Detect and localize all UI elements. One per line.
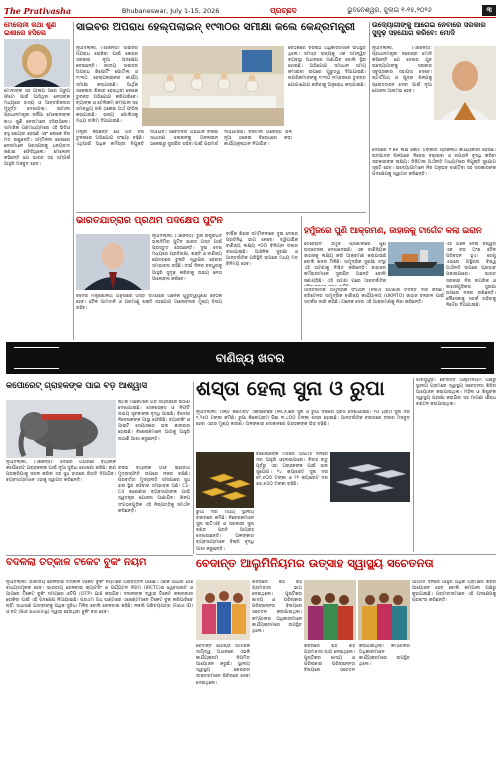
vedanta-headline: ବେଦାନ୍ତ ଆଲୁମିନିୟମର ଉତ୍ସାହ ସ୍ୱାସ୍ଥ୍ୟ ସଚେତନତା <box>196 557 434 570</box>
gold-bars-icon <box>196 452 254 508</box>
silver-bars-icon <box>330 452 410 502</box>
putin-body-2: ବିଦେଶ ମନ୍ତ୍ରଣାଳୟ ଅନୁସାରେ ଗସ୍ତ ସମୟରେ ଅନେକ ଗୁରୁତ୍ୱପୂର୍ଣ୍ଣ ବୈଠକ ହେବ। ତୈଳ ଆମଦାନି ଓ ପରମାଣୁ ଶକ୍ତି ସହଯୋଗ ଆଲୋଚନାର ମୁଖ୍ୟ ବିଷୟ ରହିବ। <box>76 294 222 312</box>
market-body-2: ଷ୍ଟକ୍ ମାର୍କେଟରେ ଗତ ସପ୍ତାହରେ ଉଠାଣି ଦେଖାଯାଇଛି। ସେନସେକ୍ସ ଓ ନିଫ୍ଟି ଉଭୟ ସୂଚକାଙ୍କ ବୃଦ୍ଧି ପାଇଛି। ବିଦେଶୀ ନିବେଶକଙ୍କ ଆସ୍ଥା ଫେରିଛି। ବ୍ୟାଙ୍କିଂ ଓ ଆଇଟି ସେୟାରରେ ଭଲ କାରବାର ହୋଇଛି। ବିଶେଷଜ୍ଞମାନେ ଆଗକୁ ଆହୁରି ଉଠାଣି ଆଶା କରୁଛନ୍ତି। <box>118 400 190 442</box>
business-news-title: ବାଣିଜ୍ୟ ଖବର <box>215 350 285 365</box>
putin-body-3: ବାର୍ଷିକ ଶିଖର ସମ୍ମିଳନୀରେ ଦୁଇ ଦେଶର ପ୍ରତିନିଧି ଭାଗ ନେବେ। ଦ୍ୱିପାକ୍ଷିକ ବାଣିଜ୍ୟ ଲକ୍ଷ୍ୟ ୧୦୦ ବିଲିୟନ ଡଲାର ରଖାଯାଇଛି। ଆଞ୍ଚଳିକ ସୁରକ୍ଷା ଓ ଆନ୍ତର୍ଜାତିକ ପରିସ୍ଥିତି ଉପରେ ମଧ୍ୟ ମତ ବିନିମୟ ହେବ। <box>226 232 298 268</box>
vedanta-body-3: ବେଦାନ୍ତ ଗୋଷ୍ଠୀ ସାମାଜିକ ଦାୟିତ୍ୱ ଅଧୀନରେ ଏଭଳି କାର୍ଯ୍ୟକ୍ରମ ନିୟମିତ ଆୟୋଜନ କରୁଛି। ସ୍ଥାନୀୟ ସ୍ୱାସ୍ଥ୍ୟ କେନ୍ଦ୍ରର ଡାକ୍ତରମାନେ ଶିବିରରେ ସେବା ଦେଇଥିଲେ। <box>196 644 250 686</box>
rail-headline-box <box>6 558 193 578</box>
putin-col-3 <box>226 216 298 340</box>
hormuz-headline: ହର୍ମୁଜରେ ପୁଣି ଆକ୍ରମଣ, ଜାହାଜକୁ ଟାର୍ଗେଟ କଲା ଇରାନ <box>304 226 482 235</box>
vedanta-col-c <box>196 644 250 754</box>
crowd-icon <box>304 580 356 640</box>
gold-headline: ଶସ୍ତା ହେଲା ସୁନା ଓ ରୁପା <box>196 378 385 400</box>
meloni-body: ମୋଦୀଙ୍କ ସହ ଆଳାପ ପରେ ଗ୍ରୁପ୍ ଫଟୋ ପାଇଁ ଆସିଥିବା ନେତାଙ୍କ ମଧ୍ୟରେ ହାସ୍ୟ ଓ ଆନ୍ତରିକତାର ମୁହୂର୍ତ୍ତ ଦେଖାଗଲା। ଇଟାଲୀ ପ୍ରଧାନମନ୍ତ୍ରୀ ଜର୍ଜିଆ ମେଲୋନୀଙ୍କ କଥା ଶୁଣି ନେତାମାନେ ହସିଉଠିଲେ। ସାମାଜିକ ଗଣମାଧ୍ୟମରେ ଏହି ଭିଡିଓ ବହୁ ଶେୟାର ହେଉଛି ଏବଂ ଲୋକେ ନିଜ ମତ ରଖୁଛନ୍ତି। ସମ୍ମିଳନୀ ଶେଷରେ ନେତାମାନେ ପରସ୍ପରକୁ ଧନ୍ୟବାଦ ଜଣାଇ ଫେରିଥିଲେ। ମେଲୋନୀ କହିଛନ୍ତି ଯେ ଭାରତ ସହ ସମ୍ପର୍କ ଆହୁରି ମଜବୁତ ହେବ। <box>4 89 70 168</box>
modi-portrait-icon <box>434 46 496 120</box>
gold-headline-box <box>196 378 410 408</box>
vedanta-headline-box <box>196 557 496 577</box>
women-group-icon <box>358 580 410 640</box>
modi-col-1 <box>372 46 432 146</box>
rail-body: ନୂଆଦିଲ୍ଲୀ: ଭାରତୀୟ ରେଳବାଇ ତତ୍କାଳ ଟିକେଟ ବୁକିଂ ନିୟମରେ ପରିବର୍ତ୍ତନ ଆଣିଛି। ଏଣିକି ଆଧାର ଯାଞ୍ଚ ବାଧ୍ୟତାମୂଳକ ହେବ। ଭାରତୀୟ ରେଳବାଇ କ୍ୟାଟରିଂ ଓ ପର୍ଯ୍ୟଟନ ନିଗମ (IRCTC)ର ୱେବସାଇଟ ଓ ଆପରେ ଟିକେଟ ବୁକିଂ ସମୟରେ ଓଟିପି (OTP) ଯାଞ୍ଚ କରାଯିବ। ଦଲାଲଙ୍କ ଦ୍ୱାରା ଟିକେଟ କଳାବଜାରୀ ରୋକିବା ପାଇଁ ଏହି ପଦକ୍ଷେପ ନିଆଯାଇଛି। ପ୍ରଥମ ଅଧ ଘଣ୍ଟାରେ ଏଜେଣ୍ଟମାନେ ଟିକେଟ ବୁକ୍ କରିପାରିବେ ନାହିଁ। ସାଧାରଣ ଯାତ୍ରୀଙ୍କୁ ଅଧିକ ସୁବିଧା ମିଳିବ ବୋଲି ରେଳବାଇ କହିଛି। ନକଲି ପରିଚୟପତ୍ର (Fake ID) ଓ ବଟ୍ (Bot booking) ଦ୍ୱାରା ହେଉଥିବା ବୁକିଂ ବନ୍ଦ ହେବ। <box>6 580 193 616</box>
silver-bars-photo <box>330 452 410 502</box>
cyber-headline-box <box>76 22 366 44</box>
hormuz-body-3: ଏହି ଅଞ୍ଚଳ ଦେଇ ବିଶ୍ୱର ଏକ ବଡ଼ ଅଂଶ ତୈଳ ପରିବହନ ହୁଏ। ତେଣୁ ଏଠାରେ ଅସ୍ଥିରତା ବିଶ୍ୱ ଅର୍ଥନୀତି ଉପରେ ପ୍ରଭାବ ପକାଇପାରେ। ଭାରତ ସରକାର ନିଜ ନାଗରିକ ଓ ଜାହାଜଗୁଡ଼ିକର ସୁରକ୍ଷା ଉପରେ ନଜର ରଖିଛନ୍ତି। ନୌସେନାକୁ ସତର୍କ ରହିବାକୁ ନିର୍ଦ୍ଦେଶ ଦିଆଯାଇଛି। <box>446 242 496 308</box>
rail-headline: ବଦଳିଲା ତତ୍କାଳ ଟିକେଟ ବୁକିଂ ନିୟମ <box>6 558 147 568</box>
putin-headline: ଭାରତଯାତ୍ରାର ପ୍ରଥମ ପଦକ୍ଷେପ ପୁଟିନ <box>76 216 223 226</box>
market-photo <box>6 400 116 458</box>
vedanta-body-2: ଶିବିରରେ ଶହ ଶହ ଗ୍ରାମବାସୀ ଭାଗ ନେଇଥିଲେ। ପୁଷ୍ଟିକର ଖାଦ୍ୟ ଓ ପରିଷ୍କାର ପରିଚ୍ଛନ୍ନତା ବିଷୟରେ ସଚେତନ କରାଯାଇଥିଲା। କମ୍ପାନୀର ଅଧିକାରୀମାନେ କାର୍ଯ୍ୟକ୍ରମରେ ଉପସ୍ଥିତ ଥିଲେ। <box>252 580 302 634</box>
cyber-body-1: ନୂଆଦିଲ୍ଲୀ, (ଏଜେନ୍ସି): ସାଇବର ଅପରାଧ ରୋକିବା ପାଇଁ କେନ୍ଦ୍ର ସରକାର ନୂଆ ପଦକ୍ଷେପ ନେଉଛନ୍ତି। ଜାତୀୟ ସାଇବର ଅପରାଧ ରିପୋର୍ଟିଂ ପୋର୍ଟାଲ ଓ ୧୯୩୦ ହେଲ୍ପଲାଇନର କାର୍ଯ୍ୟ ସମୀକ୍ଷା କରାଯାଇଛି। ଆର୍ଥିକ ଠକେଇର ଶିକାର ହେଉଥିବା ଲୋକେ ତୁରନ୍ତ ଅଭିଯୋଗ କରିପାରିବେ। ବ୍ୟାଙ୍କ ଓ ଟେଲିକମ୍ କମ୍ପାନୀ ସହ ସମନ୍ୱୟ ରଖି ଠକେଇ ଅର୍ଥ ଫ୍ରିଜ୍ କରାଯାଉଛି। ରାଜ୍ୟ ପୋଲିସକୁ ମଧ୍ୟ ତାଲିମ ଦିଆଯାଉଛି। <box>76 46 138 125</box>
section-rule <box>6 555 193 556</box>
market-headline-box <box>6 382 190 398</box>
meeting-room-icon <box>142 46 284 126</box>
putin-body-1: ନୂଆଦିଲ୍ଲୀ, (ଏଜେନ୍ସି): ରୁଷ ରାଷ୍ଟ୍ରପତି ଭ୍ଲାଦିମିର ପୁଟିନ ଭାରତ ଗସ୍ତ ପାଇଁ ପ୍ରସ୍ତୁତ ହେଉଛନ୍ତି। ଦୁଇ ଦେଶ ମଧ୍ୟରେ ପ୍ରତିରକ୍ଷା, ଶକ୍ତି ଓ ବାଣିଜ୍ୟ କ୍ଷେତ୍ରରେ ଚୁକ୍ତି ସ୍ୱାକ୍ଷର ହେବାର ସମ୍ଭାବନା ରହିଛି। ଦୀର୍ଘ ଦିନର ବନ୍ଧୁତାକୁ ଆହୁରି ସୁଦୃଢ଼ କରିବାକୁ ଉଭୟ ନେତା ଆଲୋଚନା କରିବେ। <box>152 234 222 282</box>
market-headline: କର୍ପୋରେଟ୍ ଗ୍ରାହକଙ୍କ ପାଇଁ ବଡ଼ ଆଶ୍ୱାସି <box>6 382 148 391</box>
column-rule <box>193 382 194 554</box>
meloni-headline: ମେଲୋନୀ କଥା ଶୁଣି ଇଶାରେ ହସିଲେ <box>4 22 57 37</box>
market-col-1 <box>6 460 116 552</box>
newspaper-logo: The Prativasha <box>4 5 72 16</box>
column-rule <box>413 378 414 552</box>
cyber-body-2: ମନ୍ତ୍ରୀ କହିଛନ୍ତି ଯେ ଗତ ବର୍ଷ ତୁଳନାରେ ଅଭିଯୋଗ ସଂଖ୍ୟା ବଢ଼ିଛି। ଏଥିପାଇଁ ଅଧିକ କର୍ମଚାରୀ ନିଯୁକ୍ତି ଦିଆଯିବ। ସଚେତନତା ଅଭିଯାନ ଚଳାଇ ସାଧାରଣ ଲୋକଙ୍କୁ ଅନଲାଇନ ଠକେଇରୁ ସୁରକ୍ଷିତ ରହିବା ପାଇଁ ପରାମର୍ଶ ଦିଆଯାଉଛି। ଡିଜିଟାଲ ଅରେଷ୍ଟ ଭଳି ନୂଆ ଠକେଇ ବିରୋଧରେ କଡ଼ା କାର୍ଯ୍ୟାନୁଷ୍ଠାନ ନିଆଯିବ। <box>76 130 292 148</box>
gold-bars-photo <box>196 452 254 508</box>
business-news-banner <box>6 342 494 374</box>
gold-body-3: ରୁପା ଦର ମଧ୍ୟ ସ୍ଥାନୀୟ ବଜାରରେ କମିଛି। ନିବେଶକମାନେ ସୁନା ଇଟିଏଫ୍ ଓ ସରକାରୀ ସୁନା ବଣ୍ଡ ପ୍ରତି ଆଗ୍ରହ ଦେଖାଉଛନ୍ତି। ଅଳଙ୍କାର ବ୍ୟବସାୟୀମାନେ ବିକ୍ରି ବୃଦ୍ଧି ଆଶା କରୁଛନ୍ତି। <box>196 510 254 552</box>
vedanta-body-4: ଆଗାମୀ ଦିନରେ ଆହୁରି ଅଧିକ ଗ୍ରାମରେ ଶିବିର ଆୟୋଜନ ହେବ ବୋଲି କମ୍ପାନୀ ପକ୍ଷରୁ କୁହାଯାଇଛି। ଗ୍ରାମବାସୀମାନେ ଏହି ପଦକ୍ଷେପକୁ ପ୍ରଶଂସା କରିଛନ୍ତି। <box>412 580 496 604</box>
putin-portrait-icon <box>76 234 150 290</box>
modi-headline-box <box>372 22 496 44</box>
masthead <box>4 4 496 18</box>
group-photo-icon <box>196 580 250 640</box>
cyber-col-1 <box>76 46 138 128</box>
putin-col-2 <box>152 234 222 294</box>
market-body-3: ରିଜର୍ଭ ବ୍ୟାଙ୍କ ଅଫ୍ ଇଣ୍ଡିଆ ମୁଦ୍ରାସ୍ଫୀତି ଉପରେ ନଜର ରଖିଛି। ପରବର୍ତ୍ତୀ ମୁଦ୍ରାନୀତି ସମୀକ୍ଷାରେ ସୁଧ ହାର ସ୍ଥିର ରହିବାର ସମ୍ଭାବନା ଅଛି। C1-C4 ଶ୍ରେଣୀର ବ୍ୟବସାୟୀଙ୍କ ପାଇଁ ସ୍ୱତନ୍ତ୍ର ଯୋଜନା ଆଣାଯିବ। ଶିଳ୍ପ ସଂଗଠନଗୁଡ଼ିକ ଏହି ନିଷ୍ପତ୍ତିକୁ ସମର୍ଥନ କରିଛନ୍ତି। <box>118 466 190 514</box>
column-rule <box>301 216 302 340</box>
gold-body-1: ନୂଆଦିଲ୍ଲୀ: ମଲ୍ଟି କମୋଡିଟି ଏକ୍ସଚେଞ୍ଜ (MCX)ରେ ସୁନା ଓ ରୁପା ଦରରେ ହ୍ରାସ ଦେଖାଯାଇଛି। ୧୦ ଗ୍ରାମ ସୁନା ଦର ୧,୨୫୦ ଟଙ୍କା କମିଛି। ରୁପା କିଲୋଗ୍ରାମ ପିଛା ୩,୪୦୦ ଟଙ୍କା ଶସ୍ତା ହୋଇଛି। ଆନ୍ତର୍ଜାତିକ ବଜାରରେ ଡଲାର ମଜବୁତ ହେବା ଏହାର ମୁଖ୍ୟ କାରଣ। ଅଳଙ୍କାର ଦୋକାନରେ ଗ୍ରାହକଙ୍କ ଭିଡ଼ ବଢ଼ିଛି। <box>196 410 410 428</box>
cyber-col-3 <box>288 46 366 128</box>
vedanta-col-d <box>304 644 410 754</box>
cyber-body-3: ବୈଠକରେ ବରିଷ୍ଠ ଅଧିକାରୀମାନେ ଉପସ୍ଥିତ ଥିଲେ। ସମସ୍ତ ରାଜ୍ୟକୁ ଏକ ସମନ୍ୱିତ ବ୍ୟବସ୍ଥା ଅଧୀନରେ ଅଣାଯିବ ବୋଲି ସ୍ଥିର ହୋଇଛି। ଅଭିଯୋଗ ସମାଧାନ ସମୟ କମାଇବା ଉପରେ ଗୁରୁତ୍ୱ ଦିଆଯାଇଛି। ନାଗରିକମାନଙ୍କୁ ୧୯୩୦ ନମ୍ବରରେ ତୁରନ୍ତ ଯୋଗାଯୋଗ କରିବାକୁ ଅନୁରୋଧ କରାଯାଇଛି। <box>288 46 366 88</box>
section-label: ପ୍ରଚ୍ଛଦ <box>270 5 297 15</box>
modi-body-2: ଦେଶରେ ୧.୭୫ ଲକ୍ଷ କୋଟି ଟଙ୍କାର ପ୍ରକଳ୍ପ କାର୍ଯ୍ୟକାରୀ ହେଉଛି। ଉତ୍ପାଦନ ଶିଳ୍ପରେ ନିବେଶ ବଢ଼ାଇବା ଓ ରପ୍ତାନି ବୃଦ୍ଧି କରିବା ସରକାରଙ୍କ ଲକ୍ଷ୍ୟ। ଡିଜିଟାଲ ଅର୍ଥନୀତି ମାଧ୍ୟମରେ ନିଯୁକ୍ତି ସୁଯୋଗ ସୃଷ୍ଟି ହେବ। ଉଦ୍ୟୋଗୀମାନେ ନିଜ ଅନୁଭବ ବାଣ୍ଟିବା ସହ ସରକାରଙ୍କ ପଦକ୍ଷେପକୁ ସ୍ୱାଗତ କରିଛନ୍ତି। <box>372 148 496 178</box>
cyber-headline: ସାଇବର ଅପରାଧ ହେଲ୍ପଲାଇନ୍ ୧୯୩୦ର ସମୀକ୍ଷା କଲେ କେନ୍ଦ୍ରମନ୍ତ୍ରୀ <box>76 22 356 33</box>
putin-col-lower <box>76 294 222 340</box>
vedanta-body-2-cont: ଶିବିରରେ ଶହ ଶହ ଗ୍ରାମବାସୀ ଭାଗ ନେଇଥିଲେ। ପୁଷ୍ଟିକର ଖାଦ୍ୟ ଓ ପରିଷ୍କାର ପରିଚ୍ଛନ୍ନତା ବିଷୟରେ ସଚେତନ କରାଯାଇଥିଲା। କମ୍ପାନୀର ଅଧିକାରୀମାନେ କାର୍ଯ୍ୟକ୍ରମରେ ଉପସ୍ଥିତ ଥିଲେ। <box>304 644 410 674</box>
odia-dateline: ଭୁବନେଶ୍ୱର, ଜୁଲାଇ ୧-୧୫,୨୦୨୬ <box>347 6 432 14</box>
column-rule <box>73 22 74 340</box>
vedanta-photo-2 <box>304 580 356 640</box>
vedanta-body-1: ଝାରସୁଗୁଡ଼ା: ବେଦାନ୍ତ ଆଲୁମିନିୟମ ପକ୍ଷରୁ ସ୍ଥାନୀୟ ଗ୍ରାମରେ ସ୍ୱାସ୍ଥ୍ୟ ସଚେତନତା ଶିବିର ଆୟୋଜନ କରାଯାଇଥିଲା। ମହିଳା ଓ ଶିଶୁଙ୍କ ସ୍ୱାସ୍ଥ୍ୟ ପରୀକ୍ଷା କରାଯିବା ସହ ମାଗଣା ଔଷଧ ବଣ୍ଟନ କରାଯାଇଥିଲା। <box>416 378 496 408</box>
section-rule <box>196 554 496 555</box>
vedanta-col-a <box>252 580 302 690</box>
hormuz-body-1: ତେହେରାନ: ହର୍ମୁଜ ପ୍ରଣାଳୀରେ ପୁଣି ଉତ୍ତେଜନା ଦେଖାଦେଇଛି। ଏକ ବାଣିଜ୍ୟିକ ଜାହାଜକୁ ଲକ୍ଷ୍ୟ କରି ଆକ୍ରମଣ କରାଯାଇଛି ବୋଲି ଖବର ମିଳିଛି। ସାମୁଦ୍ରିକ ସୁରକ୍ଷା ସଂସ୍ଥା ଏହି ଘଟଣାକୁ ନିଶ୍ଚିତ କରିଛନ୍ତି। ଜାହାଜର କର୍ମଚାରୀମାନେ ସୁରକ୍ଷିତ ଅଛନ୍ତି ବୋଲି ଜଣାପଡ଼ିଛି। ଏହି ଘଟଣା ପରେ ଆନ୍ତର୍ଜାତିକ <box>304 242 386 284</box>
hormuz-ship-photo <box>388 242 444 276</box>
modi-body-1: ନୂଆଦିଲ୍ଲୀ, (ଏଜେନ୍ସି): ପ୍ରଧାନମନ୍ତ୍ରୀ ନରେନ୍ଦ୍ର ମୋଦି କହିଛନ୍ତି ଯେ ଦେଶର ଯୁବ ଉଦ୍ୟୋଗୀଙ୍କୁ ସରକାର ସବୁପ୍ରକାର ସହାୟତା ଦେବେ। ଷ୍ଟାର୍ଟଅପ୍ ଓ କ୍ଷୁଦ୍ର ଶିଳ୍ପକୁ ପ୍ରୋତ୍ସାହନ ଦେବା ପାଇଁ ନୂଆ ଯୋଜନା ଆରମ୍ଭ ହେବ। <box>372 46 432 94</box>
meloni-portrait-icon <box>4 39 70 87</box>
hormuz-body-2: ଆନ୍ତର୍ଜାତିକ ସାମୁଦ୍ରିକ ସଂଗଠନ (IMO) ଘଟଣାର ତଦନ୍ତ ଦାବି କରିଛି। ବ୍ରିଟେନର ସାମୁଦ୍ରିକ ବାଣିଜ୍ୟ କାର୍ଯ୍ୟାଳୟ (UKMTO) ଜାହାଜ ଚଳାଚଳ ପାଇଁ ସତର୍କତା ଜାରି କରିଛି। ଅନେକ ଦେଶ ଏହି ଆକ୍ରମଣକୁ ନିନ୍ଦା କରିଛନ୍ତି। <box>304 288 444 306</box>
vedanta-col-right <box>416 378 496 554</box>
elephant-icon <box>6 400 116 458</box>
modi-col-2 <box>372 148 496 224</box>
vedanta-col-b <box>412 580 496 690</box>
column-rule <box>369 22 370 224</box>
market-body-1: ନୂଆଦିଲ୍ଲୀ, (ଏଜେନ୍ସି): ଦେଶର ଅଗ୍ରଣୀ ବ୍ୟାଙ୍କ କର୍ପୋରେଟ୍ ଗ୍ରାହକଙ୍କ ପାଇଁ ନୂଆ ସୁବିଧା ଘୋଷଣା କରିଛି। ଋଣ ପ୍ରକ୍ରିୟାକୁ ସରଳ କରିବା ସହ ସୁଧ ହାରରେ ରିହାତି ଦିଆଯିବ। ବ୍ୟବସାୟୀମାନେ ଏହାକୁ ସ୍ୱାଗତ କରିଛନ୍ତି। <box>6 460 116 484</box>
rail-body-box <box>6 580 193 754</box>
modi-headline: ଉଦ୍ୟୋଗୀଙ୍କୁ ଆଗେଇ ନେବାରେ ସରକାର ସୁଦୃଢ଼ ସହଯୋଗ କରିବେ: ମୋଦି <box>372 22 486 37</box>
english-dateline: Bhubaneswar, July 1-15, 2026 <box>121 6 220 15</box>
hormuz-col-lower <box>304 288 444 340</box>
hormuz-col-3 <box>446 242 496 340</box>
cyber-meeting-photo <box>142 46 284 126</box>
story-meloni <box>4 22 70 340</box>
gold-col-2 <box>256 452 328 552</box>
market-col-3 <box>118 466 190 552</box>
gold-col-1 <box>196 410 410 450</box>
page-number: ୩ <box>482 5 496 16</box>
meloni-photo <box>4 39 70 87</box>
gold-body-2: ବିଶେଷଜ୍ଞଙ୍କ ମତରେ ଆଗାମୀ ଦିନରେ ଦର ଆହୁରି ଓହ୍ଲାଇପାରେ। ବିବାହ ଋତୁ ପୂର୍ବରୁ ଏହା ଗ୍ରାହକଙ୍କ ପାଇଁ ଭଲ ସୁଯୋଗ। ୨୪ କ୍ୟାରେଟ ସୁନା ଦର ୭୨,୫୦୦ ଟଙ୍କା ଓ ୨୨ କ୍ୟାରେଟ ଦର ୬୬,୫୦୦ ଟଙ୍କା ରହିଛି। <box>256 452 328 488</box>
market-col-2 <box>118 400 190 464</box>
section-rule <box>76 212 366 213</box>
modi-photo <box>434 46 496 120</box>
gold-col-3 <box>196 510 254 552</box>
vedanta-photo-3 <box>358 580 410 640</box>
hormuz-col-1 <box>304 242 386 286</box>
hormuz-headline-box <box>304 226 496 240</box>
cyber-col-lower <box>76 130 366 210</box>
putin-photo <box>76 234 150 290</box>
ship-icon <box>388 242 444 276</box>
vedanta-photo-1 <box>196 580 250 640</box>
